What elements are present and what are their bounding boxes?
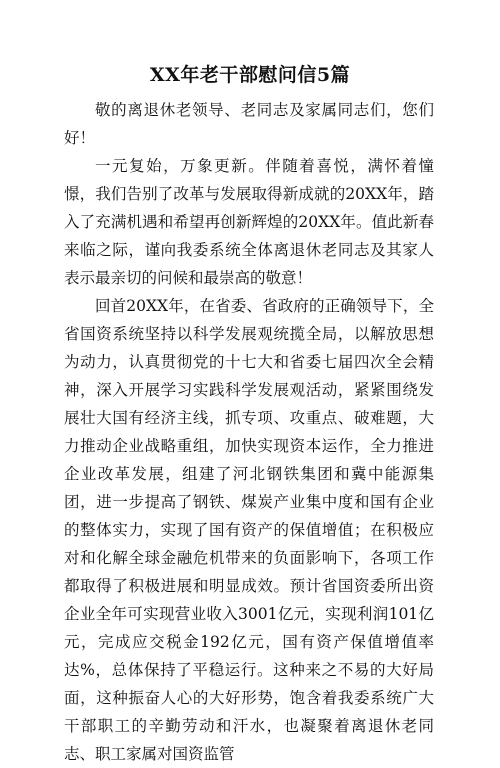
paragraph-new-year: 一元复始，万象更新。伴随着喜悦，满怀着憧憬，我们告别了改革与发展取得新成就的20XX年，踏入了充满机遇和希望再创新辉煌的20XX年。值此新春来临之际，谨向我委系统全体离退休老同志及其家人表示最亲切的问候和最崇高的敬意！ [64, 157, 434, 287]
document-title: XX年老干部慰问信5篇 [149, 64, 351, 86]
paragraph-review: 回首20XX年，在省委、省政府的正确领导下，全省国资系统坚持以科学发展观统揽全局，以解放思想为动力，认真贯彻党的十七大和省委七届四次全会精神，深入开展学习实践科学发展观活动，紧紧围绕发展壮大国有经济主线，抓专项、攻重点、破难题，大力推动企业战略重组，加快实现资本运作，全力推进企业改革发展，组建了河北钢铁集团和冀中能源集团，进一步提高了钢铁、煤炭产业集中度和国有企业的整体实力，实现了国有资产的保值增值；在积极应对和化解全球金融危机带来的负面影响下，各项工作都取得了积极进展和明显成效。预计省国资委所出资企业全年可实现营业收入3001亿元，实现利润101亿元，完成应交税金192亿元，国有资产保值增值率达%，总体保持了平稳运行。这种来之不易的大好局面，这种振奋人心的大好形势，饱含着我委系统广大干部职工的辛勤劳动和汗水，也凝聚着离退休老同志、职工家属对国资监管 [64, 297, 434, 763]
paragraph-greeting: 敬的离退休老领导、老同志及家属同志们，您们好！ [64, 101, 434, 147]
document-body [64, 96, 434, 768]
